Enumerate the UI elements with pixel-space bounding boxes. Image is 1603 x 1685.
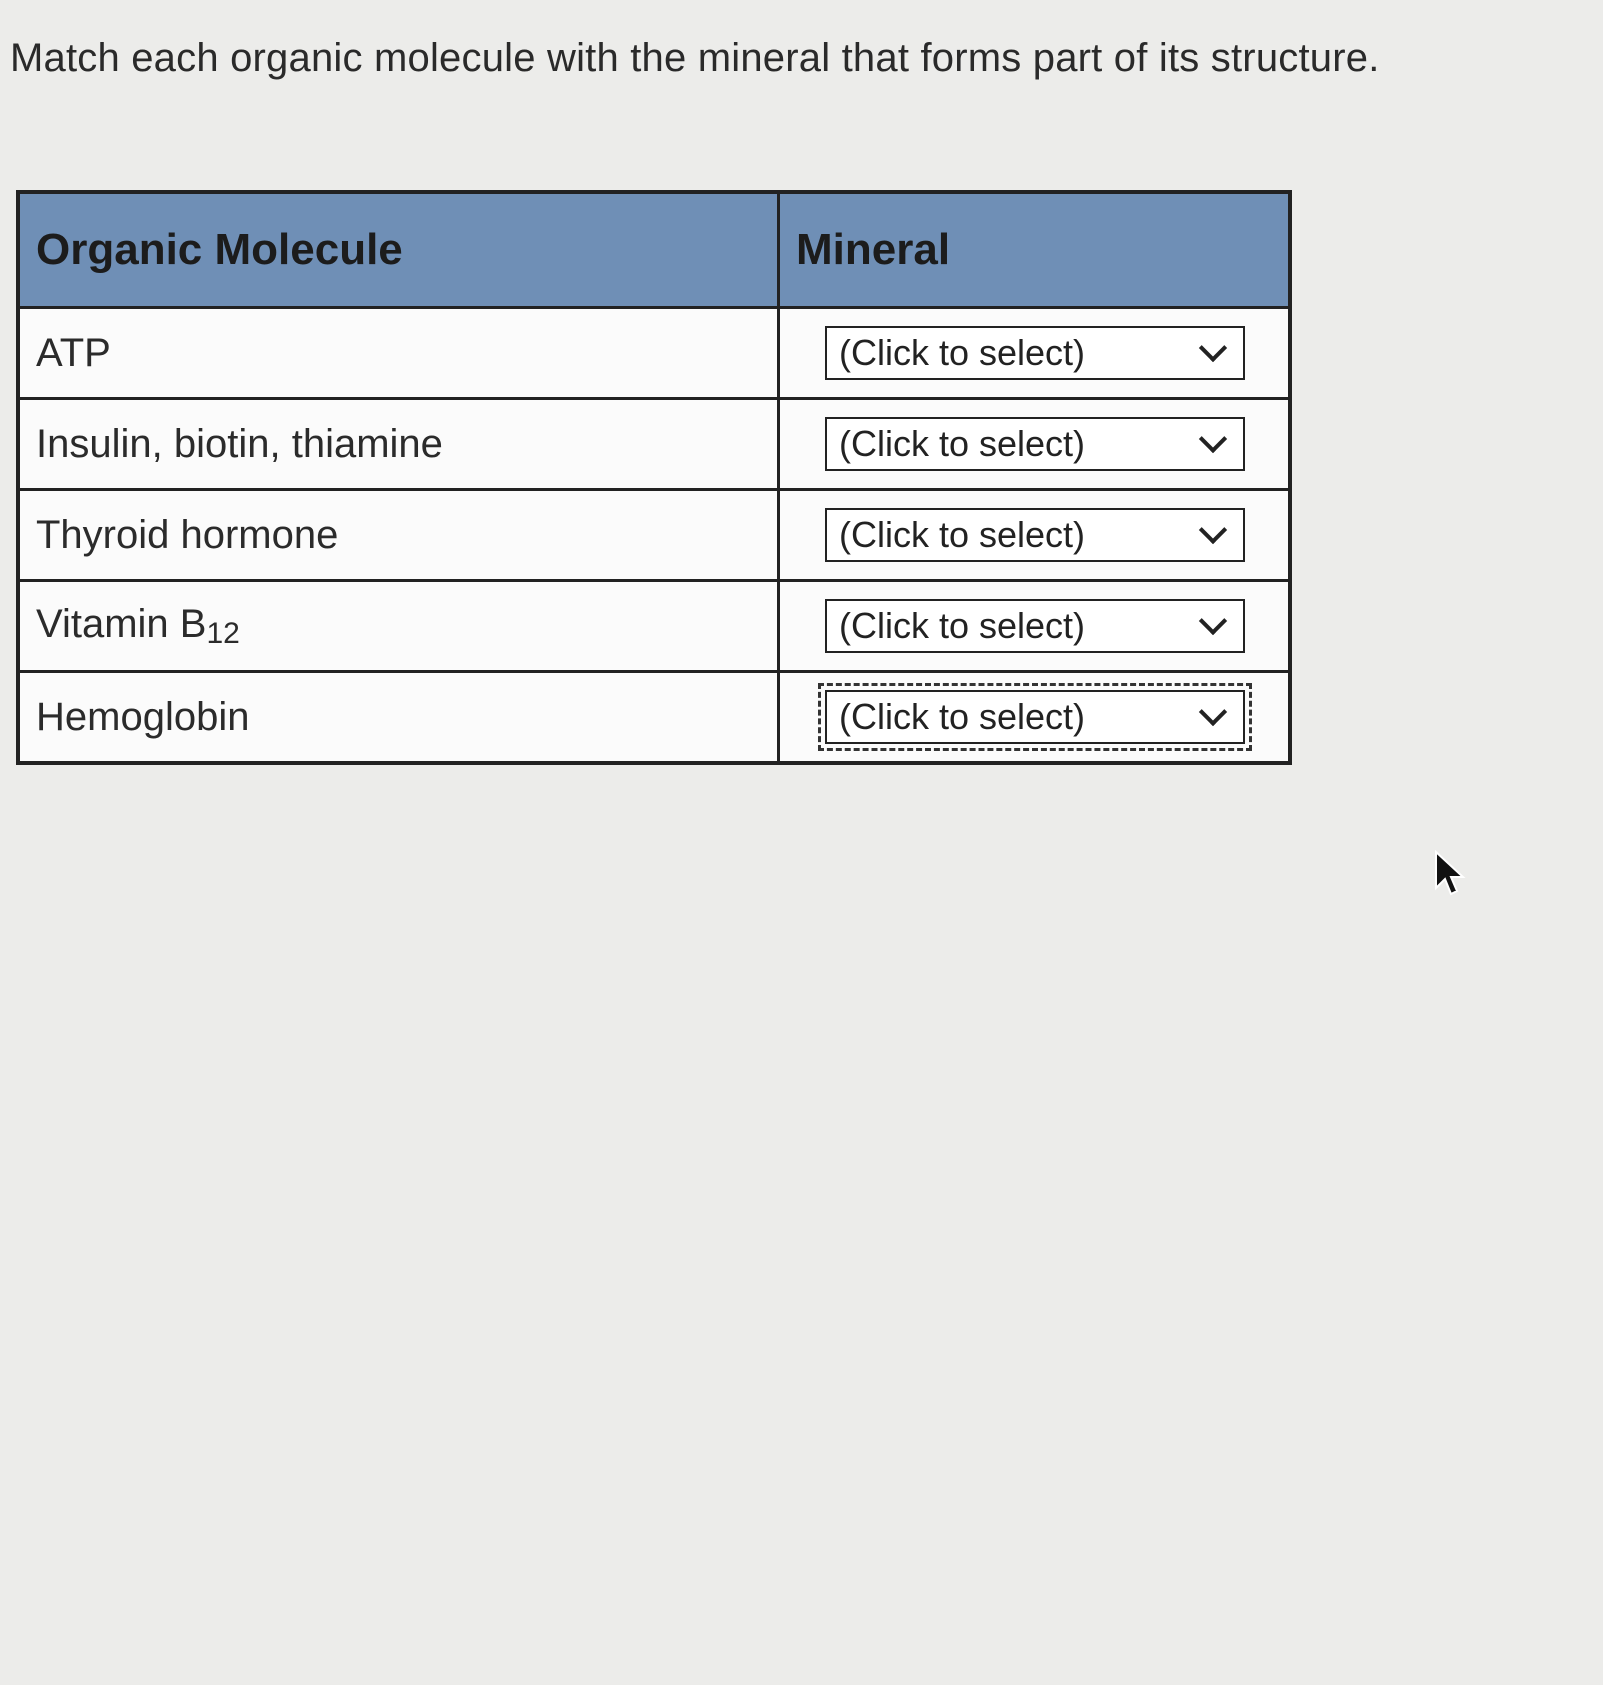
chevron-down-icon [1199, 607, 1227, 635]
molecule-label: Thyroid hormone [36, 512, 339, 557]
table-row [18, 490, 1290, 581]
mouse-pointer-icon [1432, 850, 1466, 898]
table-row [18, 581, 1290, 672]
molecule-label: Insulin, biotin, thiamine [36, 421, 443, 466]
mineral-cell [779, 399, 1291, 490]
molecule-label: Vitamin B [36, 601, 207, 646]
molecule-cell [18, 308, 779, 399]
dropdown-selected-value: (Click to select) [839, 514, 1086, 555]
mineral-cell [779, 308, 1291, 399]
mineral-cell [779, 581, 1291, 672]
dropdown-selected-value: (Click to select) [839, 332, 1086, 373]
table-header-row [18, 192, 1290, 308]
dropdown-wrapper [818, 410, 1252, 478]
dropdown-selected-value: (Click to select) [839, 605, 1086, 646]
mineral-cell [779, 490, 1291, 581]
chevron-down-icon [1199, 334, 1227, 362]
dropdown-wrapper [818, 319, 1252, 387]
chevron-down-icon [1199, 516, 1227, 544]
dropdown-selected-value: (Click to select) [839, 696, 1086, 737]
column-header-mineral: Mineral [779, 192, 1291, 308]
mineral-dropdown-thyroid-hormone[interactable] [825, 508, 1245, 562]
molecule-label: Hemoglobin [36, 694, 250, 739]
mineral-dropdown-insulin-biotin-thiamine[interactable] [825, 417, 1245, 471]
question-prompt: Match each organic molecule with the mineral that forms part of its structure. [10, 36, 1380, 80]
dropdown-wrapper [818, 501, 1252, 569]
table-row [18, 308, 1290, 399]
molecule-subscript: 12 [206, 616, 240, 650]
molecule-label: ATP [36, 330, 111, 375]
dropdown-selected-value: (Click to select) [839, 423, 1086, 464]
table-row [18, 672, 1290, 764]
chevron-down-icon [1199, 425, 1227, 453]
dropdown-wrapper [818, 592, 1252, 660]
molecule-cell [18, 490, 779, 581]
chevron-down-icon [1199, 698, 1227, 726]
mineral-dropdown-vitamin-b12[interactable] [825, 599, 1245, 653]
molecule-cell [18, 399, 779, 490]
dropdown-focus-ring [818, 683, 1252, 751]
mineral-dropdown-atp[interactable] [825, 326, 1245, 380]
table-row [18, 399, 1290, 490]
mineral-dropdown-hemoglobin[interactable] [825, 690, 1245, 744]
mineral-cell [779, 672, 1291, 764]
molecule-cell [18, 672, 779, 764]
matching-table [16, 190, 1292, 765]
molecule-cell [18, 581, 779, 672]
column-header-organic-molecule: Organic Molecule [18, 192, 779, 308]
